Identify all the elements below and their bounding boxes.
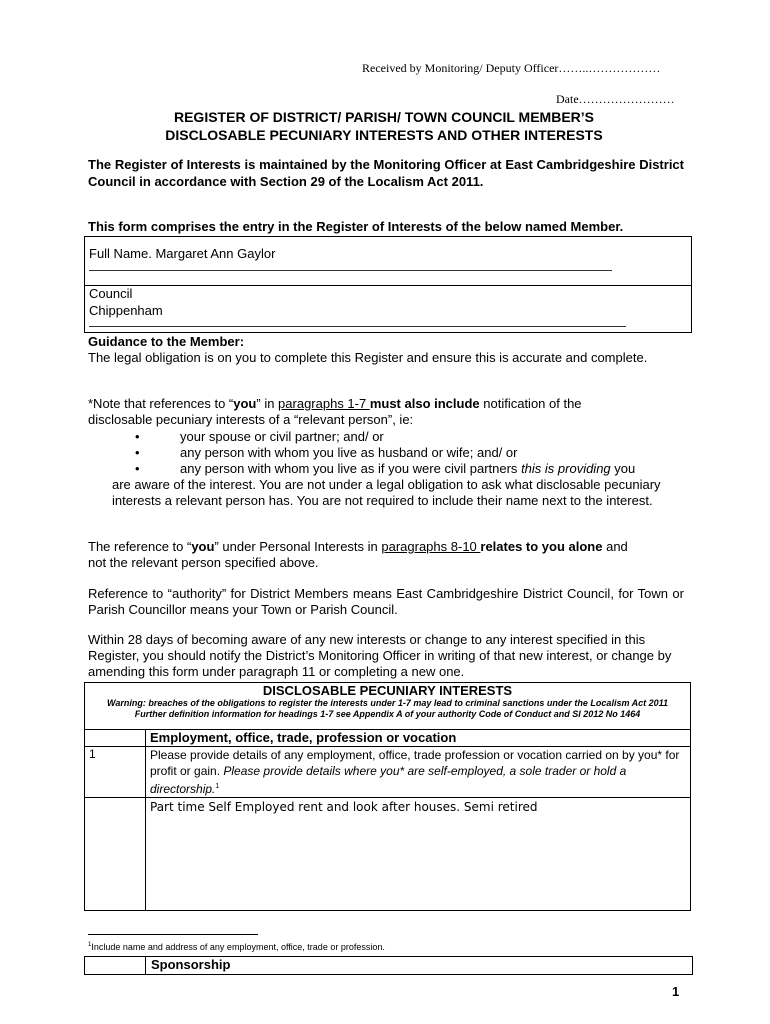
council-value: Chippenham [89, 303, 163, 318]
council-underline [89, 326, 626, 327]
note-line-2: disclosable pecuniary interests of a “relevant person”, ie: [88, 412, 414, 427]
bullet-mark-2: • [135, 445, 140, 460]
dpi-table [84, 682, 691, 911]
bullet-mark-3: • [135, 461, 140, 476]
p3-text-b: ” under Personal Interests in [214, 539, 382, 554]
p3-paragraph-ref: paragraphs 8-10 [381, 539, 481, 554]
footnote [88, 942, 385, 952]
guidance-paragraph-1: The legal obligation is on you to complete this Register and ensure this is accurate and complete. [88, 350, 648, 365]
council-label: Council [89, 286, 133, 301]
full-name-field: Full Name. Margaret Ann Gaylor [89, 246, 276, 261]
dpi-warning: Warning: breaches of the obligations to register the interests under 1-7 may lead to criminal sanctions under the Localism Act 2011 [107, 698, 668, 708]
bullet-3-end: you [610, 461, 636, 476]
p3-relates-alone: relates to you alone [480, 539, 603, 554]
date-line: Date…………………… [556, 92, 675, 106]
bullet-item-3 [180, 461, 684, 476]
p3-line-1 [88, 539, 684, 555]
document-title [86, 108, 682, 144]
note-paragraph-ref: paragraphs 1-7 [278, 396, 370, 411]
page-number: 1 [672, 984, 680, 999]
footnote-text: Include name and address of any employment, office, trade or profession. [91, 942, 385, 952]
relevant-person-continuation: are aware of the interest. You are not under a legal obligation to ask what disclosable pecuniary interests a relevant person has. You are not required to include their name next to the interest. [112, 477, 661, 508]
member-name-box [84, 236, 692, 286]
received-by-line: Received by Monitoring/ Deputy Officer……..……………… [362, 61, 661, 75]
p3-you: you [191, 539, 215, 554]
bullet-item-2: any person with whom you live as husband or wife; and/ or [180, 445, 518, 460]
section-1-question-italic: Please provide details where you* are self-employed, a sole trader or hold a directorship. [150, 764, 627, 796]
p3-text-c: and [602, 539, 628, 554]
dpi-header-cell [85, 683, 691, 730]
note-text-b: ” in [256, 396, 279, 411]
footnote-mark: 1 [88, 942, 92, 948]
footnote-separator [88, 934, 258, 935]
note-must-include: must also include [369, 396, 480, 411]
section-1-answer[interactable]: Part time Self Employed rent and look after houses. Semi retired [146, 798, 691, 911]
section-1-question-row [85, 747, 691, 798]
authority-paragraph: Reference to “authority” for District Members means East Cambridgeshire District Council, for Town or Parish Councillor means your Town or Parish Council. [88, 586, 684, 617]
section-1-answer-number-cell [85, 798, 146, 911]
bullet-mark-1: • [135, 429, 140, 444]
section-1-answer-row [85, 798, 691, 911]
dpi-header-row [85, 683, 691, 730]
p3-line-2: not the relevant person specified above. [88, 555, 319, 570]
dpi-table-title: DISCLOSABLE PECUNIARY INTERESTS [262, 683, 513, 698]
form-comprises-text: This form comprises the entry in the Register of Interests of the below named Member. [88, 219, 624, 234]
bullet-3-text: any person with whom you live as if you were civil partners [180, 461, 518, 476]
name-underline [89, 270, 612, 271]
note-you: you [233, 396, 257, 411]
intro-paragraph: The Register of Interests is maintained by the Monitoring Officer at East Cambridgeshire District Council in accordance with Section 29 of the Localism Act 2011. [88, 157, 684, 189]
footnote-reference: 1 [215, 783, 220, 790]
note-text-c: notification of the [479, 396, 582, 411]
title-line-2: DISCLOSABLE PECUNIARY INTERESTS AND OTHER INTERESTS [165, 127, 603, 143]
section-1-question [146, 747, 691, 798]
title-line-1: REGISTER OF DISTRICT/ PARISH/ TOWN COUNCIL MEMBER’S [173, 109, 594, 125]
sponsorship-number-cell [85, 957, 146, 974]
sponsorship-heading: Sponsorship [151, 957, 231, 972]
section-1-heading-number-cell [85, 730, 146, 747]
note-paragraph [88, 396, 684, 428]
section-1-number: 1 [85, 747, 146, 798]
council-box [84, 284, 692, 333]
section-1-heading: Employment, office, trade, profession or vocation [146, 730, 691, 747]
sponsorship-row [84, 956, 693, 975]
p3-text-a: The reference to “ [88, 539, 192, 554]
personal-interests-paragraph [88, 539, 684, 571]
section-1-question-text: Please provide details of any employment, office, trade profession or vocation carried on by you* for profit or gain. [150, 748, 680, 778]
notification-paragraph: Within 28 days of becoming aware of any new interests or change to any interest specified in this Register, you should notify the District’s Monitoring Officer in writing of that new interest, or change by amending this form under paragraph 11 or completing a new one. [88, 632, 672, 679]
note-line-1 [88, 396, 684, 412]
note-text-a: *Note that references to “ [88, 396, 234, 411]
bullet-3-italic: this is providing [521, 461, 611, 476]
bullet-item-1: your spouse or civil partner; and/ or [180, 429, 384, 444]
dpi-further-info: Further definition information for headings 1-7 see Appendix A of your authority Code of Conduct and SI 2012 No 1464 [134, 709, 641, 719]
guidance-heading: Guidance to the Member: [88, 334, 245, 349]
section-1-heading-row [85, 730, 691, 747]
